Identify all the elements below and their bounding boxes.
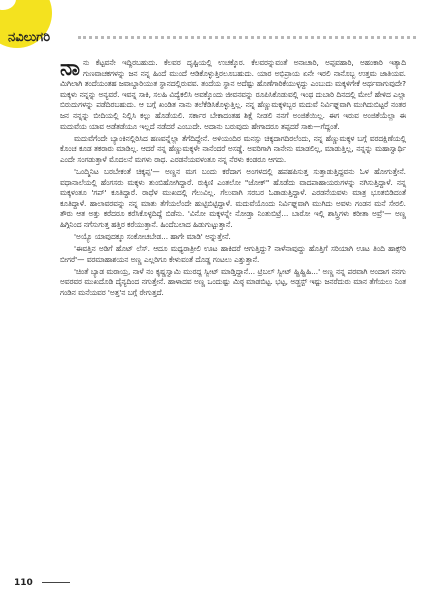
- dotted-header-rule: [78, 36, 416, 39]
- paragraph-text: ನು ಕೆಟ್ಟವನೇ ಇದ್ದಿರಬಹುದು. ಕೆಲವರ ದೃಷ್ಟಿಯಲ್ಲಿ ಉಚಕ್ಕೊರ. ಕೆಲವರನ್ನುವಂತೆ ಅನಾಚಾರಿ, ಅಪ್ಪವಹಾರಿ, ಅಹಂಕಾರಿ ಇತ್ಯಾದಿ ಗುಣವಾಚಕಗಳನ್ನು ಜನ ನನ್ನ ಹಿಂದೆ ಮುಂದೆ ಆಡಿಕೊಳ್ಳುತ್ತಿರಲೂಬಹುದು. ಯಾರ ಅಭಿಪ್ರಾಯ ಏನೇ ಇರಲಿ ನಾನೊಬ್ಬ ಉತ್ತಮ ಜಾತಿಯವ. ಮಿಗಿಲಾಗಿ ತಂದೆಯಂತಹ ಜವಾಬ್ದಾರಿಯುತ ಸ್ಥಾನದಲ್ಲಿರುವವ. ತಂದೆಯ ಸ್ಥಾನ ಅದೆಷ್ಟು ಹೊಣೆಗಾರಿಕೆಯುಳ್ಳದ್ದು ಎಂಬುದು ಮಕ್ಕಳಿಗೇಕೆ ಅರ್ಥವಾಗುವುದೇ? ಮಕ್ಕಳು ನನ್ನನ್ನು ಅನ್ಯವರೆ. ಇವನ್ನ ಸಾಕಿ, ಸಲಹಿ ವಿದ್ಯೆಕಲಿಸಿ ಅವಕ್ಕೊಂದು ಜೀವನವನ್ನು ರೂಪಿಸಿಕೊಡುವಲ್ಲಿ ಇಂಥ ದುಬಾರಿ ದಿನದಲ್ಲಿ ಮೇಲೆ ಹೇಳಿದ ಎಲ್ಲಾ ಬಿರುದುಗಳನ್ನು ಪಡೆದಿರಬಹುದು. ಆ ಬಗ್ಗೆ ಖಂಡಿತ ನಾನು ತಲೆಕೆಡಿಸಿಕೊಳ್ಳುತ್ತಿಲ್ಲ. ನನ್ನ ಹೆಣ್ಣುಮಕ್ಕಳಿಬ್ಬರ ಮದುವೆ ನಿರ್ವಿಘ್ನವಾಗಿ ಮುಗಿದುಬಿಟ್ಟರೆ ನಂತರ ಜನ ನನ್ನನ್ನು ಬೀದಿಯಲ್ಲಿ ನಿಲ್ಲಿಸಿ ಕಲ್ಲು ಹೊಡೆಯಲಿ. ಸರ್ಕಾರ ಬೇಕಾದಂತಹ ಶಿಕ್ಷೆ ನೀಡಲಿ ನನಗೆ ಅಂಜಿಕೆಯಿಲ್ಲ. ಈಗ ಇರುವ ಅಂಜಿಕೆಯೆಲ್ಲಾ ಈ ಮದುವೆಯ ಯಾವ ಅಡೆತಡೆಯೂ ಇಲ್ಲದೆ ನಡೆದರೆ ಎಂಬುದೇ. ಅದಾನು ಬರುವುದು ಹೇಗಾದರೂ ತಪ್ಪದರೆ ಸಾಕು—ಗೆದ್ದಂತೆ.: [60, 58, 406, 131]
- article-paragraph: 'ಒಂದ್ಮಿನಿಟ ಬರಬೇಕಂತೆ ಚಿಕ್ಕಪ್ಪ'— ಅಣ್ಣನ ಮಗ ಬಂದು ಕರೆದಾಗ ಅಂಗಳದಲ್ಲಿ ಹಪಹಪಿಸುತ್ತ ಸುತ್ತಾಡುತ್ತಿದ್ದವನು ಓಳ ಹೋಗುತ್ತೇನೆ. ವಧಾನಾಲೆಯಲ್ಲಿ ಹೆಂಗಸರು ಮಕ್ಕಳು ತುಂಬಿಹೋಗಿದ್ದಾರೆ. ರುಕ್ಕಿಣಿ ಎಂತಲೋ "ಜೋಕ್" ಹೊಡೆದು ವಾದಪಾಹಾಯರುಗಳನ್ನು ನಗಿಸುತ್ತಿದ್ದಾಳೆ. ನನ್ನ ಮಕ್ಕಳಂತೂ 'ಗಪ್' ಕೂತಿದ್ದಾರೆ. ರಾಧೆಳ ಮುಖದಲ್ಲಿ ಗೆಲುವಿಲ್ಲ. ಗೆಲುವಾಗಿ ಸರಬರ ಓಡಾಡುತ್ತಿದ್ದಾಳೆ. ಎರಡನೆಯವಳು ಮಾತ್ರ ಭೂತಬಿಡಿದಂತೆ ಕೂತಿದ್ದಾಳೆ. ಹಾಲಾವರವನ್ನು ನನ್ನ ಮಾತು ತೆಗೆಯಲೆಂದೇ ಹುಟ್ಟಿಬಿಟ್ಟಿದ್ದಾಳೆ. ಮದುವೆಯೊಂದು ನಿರ್ವಿಘ್ನವಾಗಿ ಮುಗಿದು ಅವಳು ಗಂಡನ ಮನೆ ಸೇರಲಿ. ತೌರು ಆತ ಅತ್ತು ಕರೆದರೂ ಕರೆಸಿಕೊಳ್ಳದಿದ್ದೆ ಬಿಡೆನು. 'ವಿನೋ ಮಕ್ಕಳನ್ನೇ ನೋಡ್ತಾ ನಿಂತುಬಿಟ್ರೆ... ಬಾರೋ ಇಲ್ಲಿ ಶಾಸ್ತ್ರಿಗಳು ಕರೀತಾ ಅವ್ರೆ'— ಅಣ್ಣ ಹಿಗ್ಗಿನಿಂದ ನಗೆಸುಗುತ್ತ ಹತ್ತಿರ ಕರೆಯುತ್ತಾನೆ. ಹಿಂದೆಬಲಾದ ಹಿಡುಗುಟ್ಟುತ್ತಾನೆ.: [60, 166, 406, 229]
- page-number: 110: [14, 578, 33, 588]
- article-paragraph: 'ಈವತ್ತಿನ ಅಡಿಗೆ ಹೊಟ್ ಲೆಸ್. ಆದೂ ಮಧ್ಯರಾತ್ರೀಲಿ ಊಟ ಹಾಕಿದರೆ ಆಗುತ್ತಿದ್ದು? ನಾಳೆನಾವುದ್ದು ಹೊತ್ತಿಗೆ ಸರಿಯಾಗಿ ಊಟ ತಿಂದಿ ಹಾಕ್ಸ್‌ರಿ ಬೀಗರೆ'— ವರಮಾಹಾಶಯನ ಅಣ್ಣ ಎಲ್ಲರಿಗೂ ಕೇಳುವಂತೆ ದೊಡ್ಡ ಗಂಟಲು ಎತ್ತುತ್ತಾನೆ.: [60, 244, 406, 264]
- drop-cap: ನಾ: [60, 56, 80, 81]
- article-paragraph: 'ಅಯ್ಯೊ ಯಾವುದಕ್ಕೂ ಸಂಕೋಚಬೇಡ... ಹಾಗೇ ಮಾಡಿ' ಅನ್ನುತ್ತೇನೆ.: [74, 232, 231, 241]
- footer-rule: [42, 582, 70, 583]
- article-paragraph: [60, 58, 406, 132]
- section-title: ನವಿಲುಗರಿ: [8, 30, 51, 45]
- article-body: [60, 58, 406, 300]
- article-paragraph: ಮದುವೆಗೆಂದೇ ಬ್ಯಾಂಕಿನಲ್ಲಿರಿಸಿದ ಹಣವನ್ನೆಲ್ಲಾ ತೆಗೆದಿದ್ದೇನೆ. ಅಳಿಯಂದಿರ ಮನಸ್ಸು ಚಿಕ್ಕದಾಗದಿರಲೆಂದು, ನನ್ನ ಹೆಣ್ಣುಮಕ್ಕಳ ಬಗ್ಗೆ ವರದಕ್ಷಿಣೆಯಲ್ಲಿ ಕೊಂಚ ಕೂಡ ತಕರಾರು ಮಾಡಿಲ್ಲ. ಆದರೆ ನನ್ನ ಹೆಣ್ಣುಮಕ್ಕಳೇ ನಾನೆಂದರೆ ಅಸಡ್ಡೆ. ಅವರಿಗಾಗಿ ನಾನೇನು ಮಾಡಲಿಲ್ಲ, ಮಾಡುತ್ತಿಲ್ಲ, ನನ್ನನ್ನು ಮಹಾಸ್ವಾರ್ಥಿ ಎಂದೇ ಸಂಗಡುತ್ತಾಳೆ ಮೊದಲನೆ ಮಗಳು ರಾಧ. ಎರಡನೆಯವಳಂತೂ ನನ್ನ ನೆರಳು ಕಂಡರೂ ಆಗದು.: [60, 133, 406, 164]
- article-paragraph: 'ಚಿಂತೆ ಬ್ಯಾಡ ಮರಾಯ್ರ, ನಾಳೆ ನಂ ಕೃಷ್ಣಸ್ವಾಮಿ ಮುರದ್ದ ಸ್ವೀಟ್ ಮಾಡ್ತಿದ್ದಾನೆ... ಟ್ರಿಬಲ್ ಸ್ವೀಟ್ ಹ್ಹಿಹ್ಹಿಹಿ...' ಅಣ್ಣ ನನ್ನ ಪರವಾಗಿ ಅಂದಾಗ ನನಗು ಅವರವರ ಮುಖದೊಡಿ ದೈನ್ಯದಿಂದ ನಗುತ್ತೇನೆ. ಹಾಳಾದವ ಅಣ್ಣ ಒಂದುಷ್ಟು ಮಿಠ್ಠ ಮಾಡಬಿಟ್ಟ. ಭಟ್ಟ, ಅಡ್ಜಸ್ಟ್ ಇಷ್ಟು ಜನರೆದುರು ಮಾನ ತೆಗೆಯಲು ನಿಂತ ಗಂಡಿನ ಮನೆಯವರ 'ಅತ್ತ'ನ ಬಗ್ಗೆ ರೇಗುತ್ತದೆ.: [60, 266, 406, 297]
- corner-decoration-inner: [0, 0, 16, 10]
